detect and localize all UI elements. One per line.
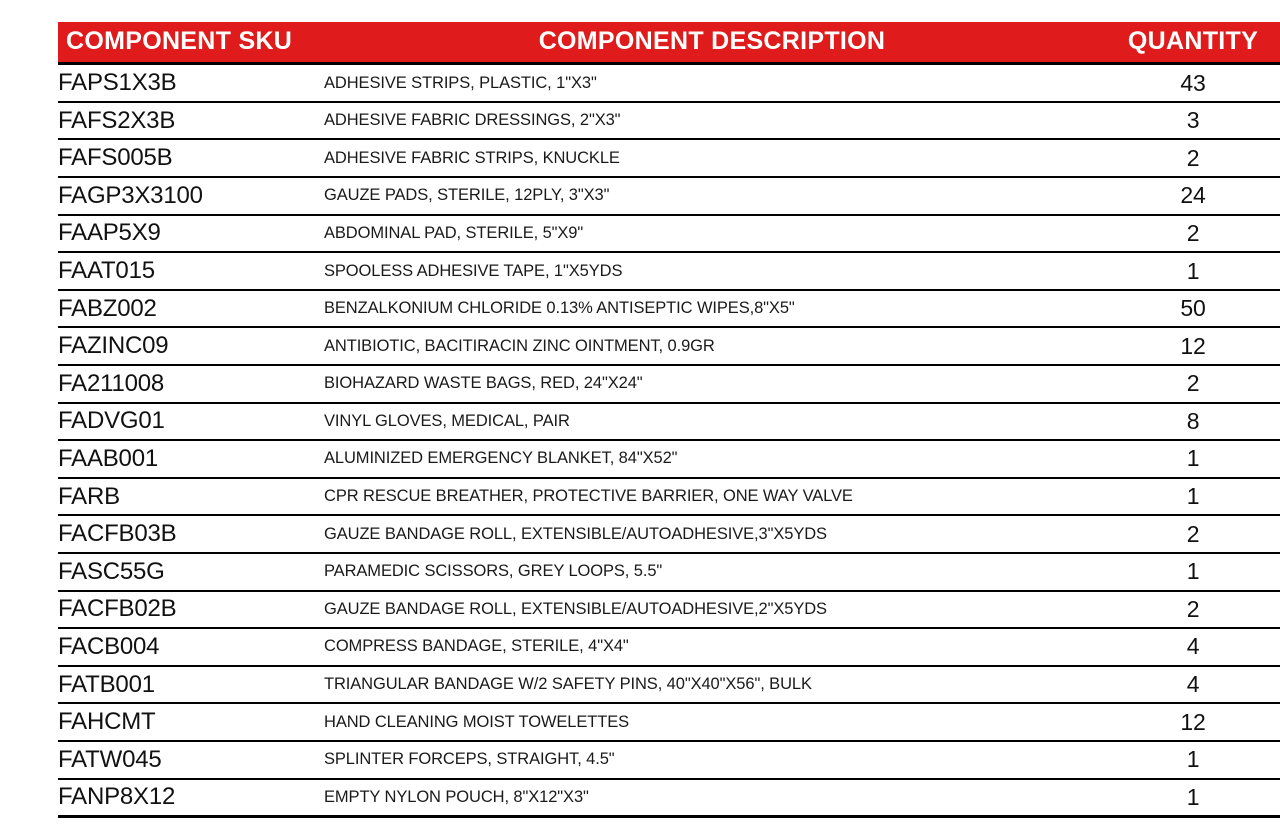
cell-description: GAUZE BANDAGE ROLL, EXTENSIBLE/AUTOADHESIVE,2"X5YDS	[324, 591, 1100, 629]
column-header-description: COMPONENT DESCRIPTION	[324, 22, 1100, 64]
cell-sku: FADVG01	[58, 403, 324, 441]
cell-sku: FAAT015	[58, 252, 324, 290]
components-table	[58, 22, 1280, 818]
cell-description: CPR RESCUE BREATHER, PROTECTIVE BARRIER, ONE WAY VALVE	[324, 478, 1100, 516]
cell-sku: FA211008	[58, 365, 324, 403]
cell-sku: FABZ002	[58, 290, 324, 328]
cell-description: ADHESIVE FABRIC STRIPS, KNUCKLE	[324, 139, 1100, 177]
cell-sku: FARB	[58, 478, 324, 516]
cell-description: BIOHAZARD WASTE BAGS, RED, 24"X24"	[324, 365, 1100, 403]
table-row	[58, 365, 1280, 403]
cell-description: ANTIBIOTIC, BACITIRACIN ZINC OINTMENT, 0.9GR	[324, 327, 1100, 365]
cell-description: SPOOLESS ADHESIVE TAPE, 1"X5YDS	[324, 252, 1100, 290]
table-row	[58, 403, 1280, 441]
table-row	[58, 553, 1280, 591]
cell-description: VINYL GLOVES, MEDICAL, PAIR	[324, 403, 1100, 441]
cell-sku: FACFB02B	[58, 591, 324, 629]
cell-quantity: 50	[1100, 290, 1280, 328]
table-row	[58, 478, 1280, 516]
cell-sku: FASC55G	[58, 553, 324, 591]
table-row	[58, 252, 1280, 290]
cell-description: PARAMEDIC SCISSORS, GREY LOOPS, 5.5"	[324, 553, 1100, 591]
table-header-row	[58, 22, 1280, 64]
cell-sku: FANP8X12	[58, 779, 324, 817]
table-row	[58, 666, 1280, 704]
cell-sku: FAFS2X3B	[58, 102, 324, 140]
cell-quantity: 24	[1100, 177, 1280, 215]
cell-quantity: 12	[1100, 327, 1280, 365]
cell-quantity: 1	[1100, 779, 1280, 817]
cell-quantity: 2	[1100, 515, 1280, 553]
table-row	[58, 290, 1280, 328]
cell-description: GAUZE BANDAGE ROLL, EXTENSIBLE/AUTOADHESIVE,3"X5YDS	[324, 515, 1100, 553]
cell-quantity: 2	[1100, 139, 1280, 177]
table-row	[58, 779, 1280, 817]
cell-description: EMPTY NYLON POUCH, 8"X12"X3"	[324, 779, 1100, 817]
cell-description: GAUZE PADS, STERILE, 12PLY, 3"X3"	[324, 177, 1100, 215]
cell-quantity: 1	[1100, 478, 1280, 516]
cell-sku: FAAB001	[58, 440, 324, 478]
cell-quantity: 2	[1100, 215, 1280, 253]
cell-description: TRIANGULAR BANDAGE W/2 SAFETY PINS, 40"X40"X56", BULK	[324, 666, 1100, 704]
table-row	[58, 741, 1280, 779]
cell-description: ADHESIVE STRIPS, PLASTIC, 1"X3"	[324, 64, 1100, 102]
cell-quantity: 8	[1100, 403, 1280, 441]
cell-sku: FAPS1X3B	[58, 64, 324, 102]
table-row	[58, 215, 1280, 253]
cell-sku: FAFS005B	[58, 139, 324, 177]
column-header-sku: COMPONENT SKU	[58, 22, 324, 64]
cell-description: COMPRESS BANDAGE, STERILE, 4"X4"	[324, 628, 1100, 666]
cell-quantity: 12	[1100, 703, 1280, 741]
cell-description: SPLINTER FORCEPS, STRAIGHT, 4.5"	[324, 741, 1100, 779]
cell-description: ALUMINIZED EMERGENCY BLANKET, 84"X52"	[324, 440, 1100, 478]
cell-quantity: 4	[1100, 666, 1280, 704]
cell-sku: FATB001	[58, 666, 324, 704]
table-row	[58, 591, 1280, 629]
cell-quantity: 4	[1100, 628, 1280, 666]
cell-sku: FACFB03B	[58, 515, 324, 553]
table-row	[58, 515, 1280, 553]
table-row	[58, 327, 1280, 365]
cell-quantity: 1	[1100, 741, 1280, 779]
table-row	[58, 628, 1280, 666]
cell-sku: FATW045	[58, 741, 324, 779]
table-header	[58, 22, 1280, 64]
table-row	[58, 102, 1280, 140]
cell-sku: FAAP5X9	[58, 215, 324, 253]
table-row	[58, 64, 1280, 102]
cell-description: ADHESIVE FABRIC DRESSINGS, 2"X3"	[324, 102, 1100, 140]
cell-quantity: 3	[1100, 102, 1280, 140]
cell-quantity: 2	[1100, 365, 1280, 403]
table-row	[58, 139, 1280, 177]
cell-quantity: 1	[1100, 252, 1280, 290]
cell-quantity: 43	[1100, 64, 1280, 102]
cell-description: BENZALKONIUM CHLORIDE 0.13% ANTISEPTIC WIPES,8"X5"	[324, 290, 1100, 328]
table-body	[58, 64, 1280, 817]
table-row	[58, 440, 1280, 478]
cell-sku: FAHCMT	[58, 703, 324, 741]
cell-sku: FACB004	[58, 628, 324, 666]
cell-quantity: 1	[1100, 553, 1280, 591]
table-row	[58, 177, 1280, 215]
column-header-quantity: QUANTITY	[1100, 22, 1280, 64]
cell-description: ABDOMINAL PAD, STERILE, 5"X9"	[324, 215, 1100, 253]
cell-quantity: 2	[1100, 591, 1280, 629]
cell-sku: FAGP3X3100	[58, 177, 324, 215]
cell-quantity: 1	[1100, 440, 1280, 478]
cell-description: HAND CLEANING MOIST TOWELETTES	[324, 703, 1100, 741]
cell-sku: FAZINC09	[58, 327, 324, 365]
table-row	[58, 703, 1280, 741]
